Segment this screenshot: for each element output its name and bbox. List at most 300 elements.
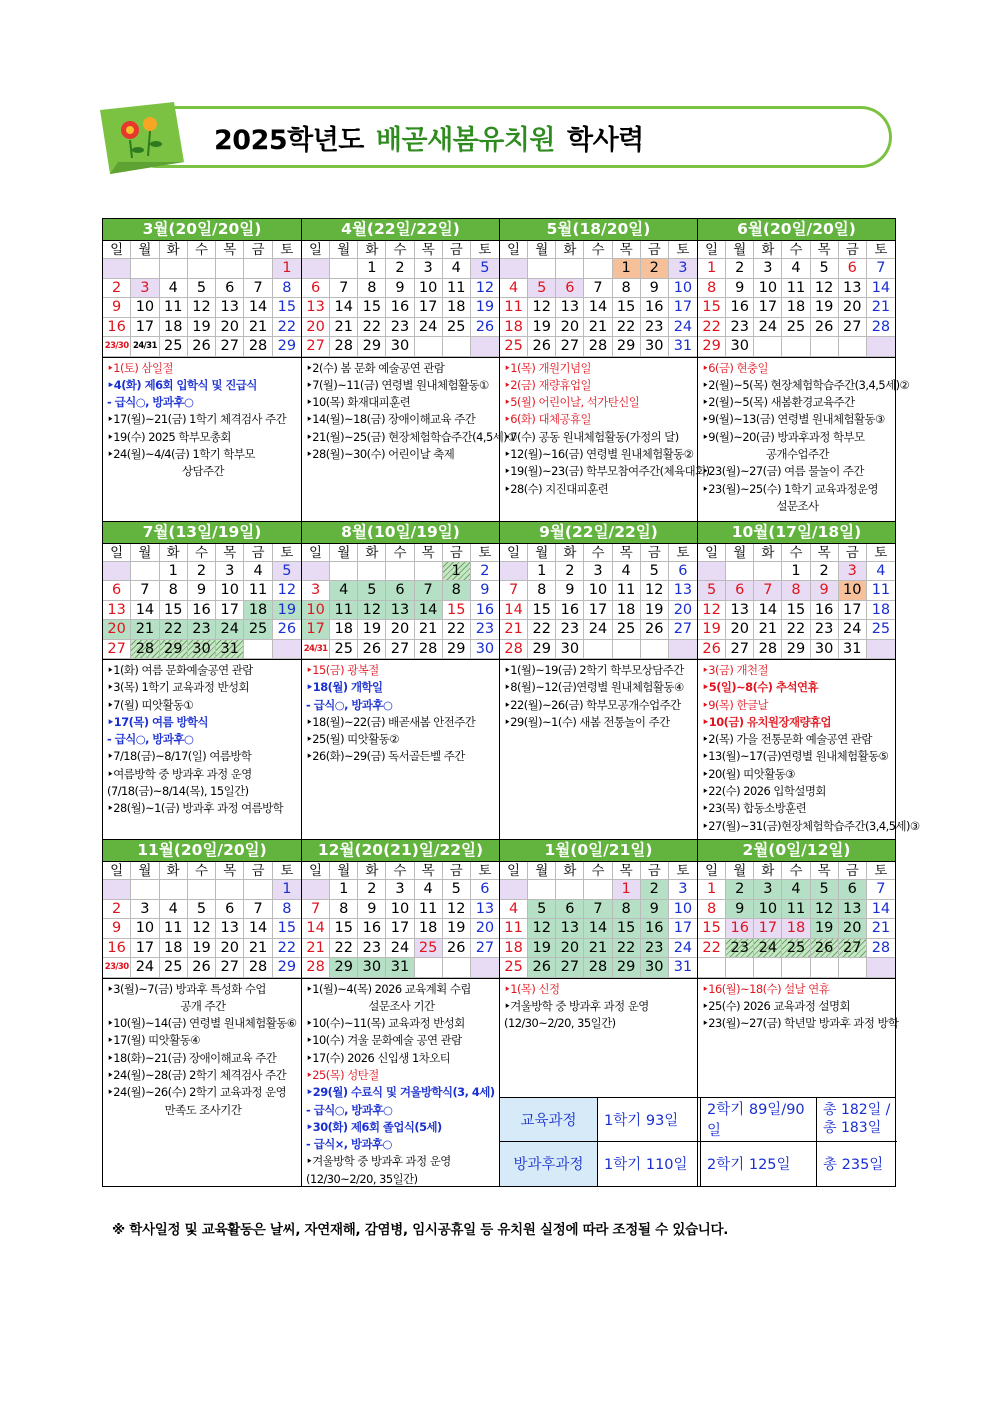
month-title: 12월(20(21)일/22일) [302, 840, 499, 862]
day-cell [131, 259, 159, 279]
weekday-label: 토 [867, 862, 895, 880]
day-cell: 17 [584, 601, 612, 621]
day-cell: 19 [443, 919, 471, 939]
weekday-label: 토 [669, 862, 697, 880]
day-cell: 1 [273, 259, 301, 279]
note-item: ‣18(화)~21(금) 장애이해교육 주간 [107, 1050, 277, 1065]
weekday-label: 토 [471, 862, 499, 880]
day-cell: 9 [471, 581, 499, 601]
weekday-label: 월 [330, 862, 358, 880]
day-cell: 12 [471, 279, 499, 299]
month-notes [500, 659, 697, 839]
note-item: ‣7(월) 띠앗활동① [107, 697, 194, 712]
note-item: (12/30~2/20, 35일간) [504, 1016, 616, 1031]
day-cell: 4 [443, 259, 471, 279]
weekday-label: 월 [726, 862, 754, 880]
day-cell: 7 [584, 279, 612, 299]
day-cell: 19 [471, 298, 499, 318]
day-cell: 21 [244, 318, 272, 338]
day-cell: 24 [415, 318, 443, 338]
day-cell: 5 [811, 259, 839, 279]
note-item: ‣1(월)~19(금) 2학기 학부모상담주간 [504, 663, 684, 677]
day-cell: 9 [811, 581, 839, 601]
day-cell: 29 [273, 958, 301, 978]
day-cell: 18 [782, 919, 810, 939]
day-cell: 22 [613, 939, 641, 959]
day-cell: 8 [160, 581, 188, 601]
day-cell: 2 [103, 900, 131, 920]
day-cell: 30 [726, 337, 754, 357]
day-cell: 4 [415, 880, 443, 900]
note-item: - 급식○, 방과후○ [306, 697, 393, 712]
day-cell [330, 562, 358, 582]
day-cell: 26 [443, 939, 471, 959]
day-cell: 17 [302, 620, 330, 640]
day-cell: 26 [811, 318, 839, 338]
weekday-label: 토 [273, 544, 301, 562]
note-item: ‣9(월)~13(금) 연령별 원내체험활동③ [702, 412, 885, 427]
weekday-label: 일 [302, 241, 330, 259]
day-cell: 10 [584, 581, 612, 601]
title-year: 2025학년도 [214, 125, 364, 156]
day-cell [867, 958, 895, 978]
day-cell: 26 [698, 640, 726, 660]
day-cell: 10 [669, 279, 697, 299]
weekday-label: 수 [386, 241, 414, 259]
day-cell: 27 [669, 620, 697, 640]
note-item: ‣10(월)~14(금) 연령별 원내체험활동⑥ [107, 1016, 297, 1031]
summary-edu-sem1: 1학기 93일 [598, 1098, 701, 1142]
day-cell: 2 [188, 562, 216, 582]
day-cell: 6 [669, 562, 697, 582]
summary-after-sem1: 1학기 110일 [598, 1142, 701, 1186]
day-cell: 9 [641, 279, 669, 299]
day-cell: 3 [216, 562, 244, 582]
day-cell: 23/30 [103, 337, 131, 357]
day-cell: 9 [103, 919, 131, 939]
day-cell: 9 [726, 900, 754, 920]
day-cell: 15 [330, 919, 358, 939]
weekday-label: 일 [500, 544, 528, 562]
note-item: 상담주간 [181, 464, 224, 479]
day-cell: 12 [358, 601, 386, 621]
day-cell: 10 [669, 900, 697, 920]
month-title: 11월(20일/20일) [103, 840, 301, 862]
day-cell [839, 337, 867, 357]
summary-edu-label: 교육과정 [500, 1098, 598, 1142]
note-item: ‣27(월)~31(금)현장체험학습주간(3,4,5세)③ [702, 818, 920, 833]
month-title: 4월(22일/22일) [302, 219, 499, 241]
day-cell: 27 [103, 640, 131, 660]
day-cell: 31 [669, 337, 697, 357]
day-cell: 23 [358, 939, 386, 959]
day-cell: 15 [358, 298, 386, 318]
weekday-label: 토 [273, 862, 301, 880]
day-cell: 16 [811, 601, 839, 621]
day-cell: 4 [160, 279, 188, 299]
day-cell: 11 [415, 900, 443, 920]
month-grid [500, 241, 697, 357]
day-cell: 28 [867, 318, 895, 338]
day-cell: 23 [641, 318, 669, 338]
day-cell [103, 259, 131, 279]
day-cell: 27 [216, 958, 244, 978]
day-cell [415, 337, 443, 357]
note-item: ‣24(월)~26(수) 2학기 교육과정 운영 [107, 1085, 287, 1100]
month-grid [302, 862, 499, 978]
day-cell: 13 [216, 298, 244, 318]
summary-after-label: 방과후과정 [500, 1142, 598, 1186]
note-item: ‣24(월)~4/4(금) 1학기 학부모 [107, 446, 255, 461]
day-cell: 20 [216, 318, 244, 338]
month-grid [500, 862, 697, 978]
day-cell: 19 [811, 919, 839, 939]
day-cell: 21 [584, 939, 612, 959]
weekday-label: 월 [528, 241, 556, 259]
weekday-label: 토 [867, 241, 895, 259]
day-cell: 31 [386, 958, 414, 978]
day-cell: 25 [500, 337, 528, 357]
day-cell: 15 [160, 601, 188, 621]
day-cell: 12 [641, 581, 669, 601]
day-cell [443, 337, 471, 357]
month-grid [302, 544, 499, 660]
weekday-label: 수 [188, 544, 216, 562]
summary-edu-sem2: 2학기 89일/90일 [701, 1098, 817, 1142]
day-cell: 29 [613, 337, 641, 357]
note-item: 공개수업주간 [765, 446, 830, 461]
month-title: 7월(13일/19일) [103, 522, 301, 544]
day-cell: 26 [273, 620, 301, 640]
day-cell: 6 [386, 581, 414, 601]
day-cell: 21 [330, 318, 358, 338]
note-item: ‣22(월)~26(금) 학부모공개수업주간 [504, 697, 681, 712]
day-cell: 27 [556, 958, 584, 978]
weekday-label: 월 [528, 862, 556, 880]
note-item: ‣1(목) 개원기념일 [504, 360, 591, 375]
day-cell: 5 [528, 279, 556, 299]
weekday-label: 금 [443, 241, 471, 259]
day-cell [103, 562, 131, 582]
day-cell: 16 [556, 601, 584, 621]
day-cell: 17 [754, 298, 782, 318]
note-item: ‣1(목) 신정 [504, 981, 560, 996]
day-cell: 16 [103, 318, 131, 338]
day-cell: 11 [160, 298, 188, 318]
day-cell [500, 562, 528, 582]
day-cell: 8 [528, 581, 556, 601]
day-cell: 4 [160, 900, 188, 920]
day-cell [811, 958, 839, 978]
note-item: ‣2(금) 재량휴업일 [504, 377, 591, 392]
day-cell: 23 [726, 939, 754, 959]
day-cell: 24 [131, 958, 159, 978]
weekday-label: 금 [641, 241, 669, 259]
day-cell: 4 [613, 562, 641, 582]
day-cell: 8 [613, 900, 641, 920]
weekday-label: 금 [839, 241, 867, 259]
day-cell: 20 [839, 919, 867, 939]
day-cell: 17 [669, 919, 697, 939]
day-cell: 6 [556, 900, 584, 920]
note-item: ‣1(토) 삼일절 [107, 360, 173, 375]
weekday-label: 일 [500, 862, 528, 880]
day-cell: 19 [528, 939, 556, 959]
day-cell: 26 [188, 337, 216, 357]
day-cell: 9 [386, 279, 414, 299]
weekday-label: 수 [584, 241, 612, 259]
month-notes [698, 357, 910, 521]
day-cell: 18 [613, 601, 641, 621]
day-cell: 12 [811, 279, 839, 299]
day-cell: 11 [500, 919, 528, 939]
day-cell [584, 640, 612, 660]
day-cell: 8 [358, 279, 386, 299]
day-cell: 4 [782, 259, 810, 279]
day-cell: 16 [726, 919, 754, 939]
day-cell: 1 [782, 562, 810, 582]
day-cell: 1 [160, 562, 188, 582]
day-cell [584, 259, 612, 279]
day-cell: 20 [556, 939, 584, 959]
month-9 [103, 840, 302, 1186]
weekday-label: 목 [613, 544, 641, 562]
day-cell: 3 [754, 880, 782, 900]
weekday-label: 금 [244, 544, 272, 562]
day-cell: 7 [131, 581, 159, 601]
day-cell: 11 [782, 279, 810, 299]
note-item: ‣3(월)~7(금) 방과후 특성화 수업 [107, 981, 266, 996]
day-cell [698, 562, 726, 582]
note-item: 설문조사 기간 [368, 998, 435, 1013]
note-item: (7/18(금)~8/14(목), 15일간) [107, 784, 249, 799]
day-cell: 11 [244, 581, 272, 601]
month-notes [302, 357, 517, 521]
day-cell [244, 640, 272, 660]
day-cell [556, 259, 584, 279]
day-cell: 1 [613, 259, 641, 279]
day-cell: 27 [216, 337, 244, 357]
month-notes [103, 659, 301, 839]
day-cell: 4 [867, 562, 895, 582]
day-cell: 18 [330, 620, 358, 640]
month-4 [698, 219, 910, 521]
day-cell: 18 [867, 601, 895, 621]
day-cell: 21 [867, 919, 895, 939]
weekday-label: 일 [103, 862, 131, 880]
day-cell [188, 880, 216, 900]
day-cell: 28 [244, 337, 272, 357]
day-cell: 15 [613, 298, 641, 318]
day-cell: 2 [358, 880, 386, 900]
day-cell: 30 [641, 337, 669, 357]
day-cell: 29 [330, 958, 358, 978]
day-cell: 28 [867, 939, 895, 959]
day-cell: 13 [669, 581, 697, 601]
day-cell: 8 [782, 581, 810, 601]
day-cell: 22 [698, 939, 726, 959]
day-cell: 25 [415, 939, 443, 959]
day-cell: 23 [641, 939, 669, 959]
day-cell: 26 [641, 620, 669, 640]
day-cell: 20 [726, 620, 754, 640]
day-cell: 21 [500, 620, 528, 640]
month-grid [698, 862, 895, 978]
day-cell [867, 640, 895, 660]
weekday-label: 화 [358, 241, 386, 259]
month-columns [103, 522, 920, 840]
weekday-label: 일 [698, 862, 726, 880]
day-cell: 20 [302, 318, 330, 338]
note-item: ‣6(화) 대체공휴일 [504, 412, 591, 427]
day-cell: 28 [330, 337, 358, 357]
day-cell [244, 259, 272, 279]
day-cell: 19 [273, 601, 301, 621]
day-cell: 30 [188, 640, 216, 660]
day-cell: 3 [584, 562, 612, 582]
day-cell: 15 [528, 601, 556, 621]
day-cell: 8 [698, 900, 726, 920]
day-cell: 1 [698, 259, 726, 279]
weekday-label: 금 [839, 544, 867, 562]
day-cell: 22 [160, 620, 188, 640]
day-cell [782, 337, 810, 357]
month-grid [698, 544, 895, 660]
note-item: ‣2(수) 봄 문화 예술공연 관람 [306, 360, 445, 375]
day-cell: 8 [443, 581, 471, 601]
weekday-label: 일 [103, 544, 131, 562]
day-cell: 26 [528, 958, 556, 978]
day-cell: 4 [500, 279, 528, 299]
day-cell: 2 [726, 259, 754, 279]
note-item: ‣7(수) 공동 원내체험활동(가정의 달) [504, 429, 679, 444]
day-cell: 9 [103, 298, 131, 318]
day-cell: 8 [273, 279, 301, 299]
day-cell [302, 562, 330, 582]
note-item: ‣3(금) 개천절 [702, 663, 768, 677]
day-cell [641, 640, 669, 660]
day-cell: 26 [811, 939, 839, 959]
weekday-label: 토 [471, 544, 499, 562]
day-cell: 7 [302, 900, 330, 920]
day-cell: 30 [471, 640, 499, 660]
day-cell: 18 [415, 919, 443, 939]
day-cell: 3 [669, 259, 697, 279]
day-cell: 13 [386, 601, 414, 621]
day-cell: 3 [131, 279, 159, 299]
note-item: ‣5(일)~8(수) 추석연휴 [702, 680, 818, 695]
day-cell: 8 [330, 900, 358, 920]
weekday-label: 목 [415, 862, 443, 880]
note-item: ‣12(월)~16(금) 연령별 원내체험활동② [504, 446, 694, 461]
footnote: ※ 학사일정 및 교육활동은 날씨, 자연재해, 감염병, 임시공휴일 등 유치원 실정에 따라 조정될 수 있습니다. [112, 1222, 729, 1238]
day-cell: 25 [613, 620, 641, 640]
month-grid [302, 241, 499, 357]
day-cell: 11 [867, 581, 895, 601]
day-cell: 22 [528, 620, 556, 640]
day-cell: 2 [103, 279, 131, 299]
day-cell: 18 [782, 298, 810, 318]
day-cell: 25 [500, 958, 528, 978]
summary-edu-total: 총 182일 / 총 183일 [817, 1098, 897, 1142]
weekday-label: 일 [103, 241, 131, 259]
day-cell: 13 [471, 900, 499, 920]
day-cell: 12 [188, 298, 216, 318]
note-item: ‣15(금) 광복절 [306, 663, 379, 677]
day-cell: 16 [641, 298, 669, 318]
day-cell: 19 [188, 939, 216, 959]
note-item: 설문조사 [776, 498, 819, 513]
day-cell: 7 [500, 581, 528, 601]
month-8 [698, 522, 920, 840]
note-item: ‣여름방학 중 방과후 과정 운영 [107, 766, 252, 781]
note-item: ‣23(목) 합동소방훈련 [702, 801, 807, 816]
day-cell [528, 880, 556, 900]
day-cell: 17 [754, 919, 782, 939]
day-cell: 6 [216, 279, 244, 299]
day-cell: 1 [528, 562, 556, 582]
day-cell: 29 [160, 640, 188, 660]
day-cell: 19 [698, 620, 726, 640]
day-cell: 10 [131, 919, 159, 939]
day-cell [216, 880, 244, 900]
day-cell [613, 640, 641, 660]
day-cell: 14 [867, 900, 895, 920]
day-cell: 18 [160, 939, 188, 959]
day-cell: 20 [216, 939, 244, 959]
day-cell: 8 [273, 900, 301, 920]
day-cell: 1 [613, 880, 641, 900]
day-cell: 13 [302, 298, 330, 318]
day-cell [839, 958, 867, 978]
note-item: ‣3(목) 1학기 교육과정 반성회 [107, 680, 249, 695]
day-cell: 3 [415, 259, 443, 279]
day-cell: 22 [273, 939, 301, 959]
day-cell: 5 [188, 279, 216, 299]
weekday-label: 화 [358, 862, 386, 880]
weekday-label: 목 [811, 241, 839, 259]
day-cell: 7 [415, 581, 443, 601]
note-item: ‣6(금) 현충일 [702, 360, 768, 375]
day-cell: 26 [188, 958, 216, 978]
note-item: ‣10(금) 유치원장재량휴업 [702, 714, 832, 729]
day-cell: 28 [754, 640, 782, 660]
note-item: ‣10(수)~11(목) 교육과정 반성회 [306, 1016, 465, 1031]
day-cell: 26 [528, 337, 556, 357]
day-cell: 24 [754, 939, 782, 959]
note-item: (12/30~2/20, 35일간) [306, 1171, 418, 1186]
weekday-label: 화 [556, 862, 584, 880]
day-cell: 18 [443, 298, 471, 318]
day-cell: 5 [273, 562, 301, 582]
day-cell [273, 640, 301, 660]
day-cell: 13 [839, 900, 867, 920]
day-cell: 17 [415, 298, 443, 318]
weekday-label: 월 [131, 241, 159, 259]
day-cell: 21 [244, 939, 272, 959]
day-cell: 11 [443, 279, 471, 299]
weekday-label: 월 [726, 241, 754, 259]
weekday-label: 토 [669, 241, 697, 259]
day-cell: 22 [273, 318, 301, 338]
day-cell: 25 [160, 958, 188, 978]
weekday-label: 화 [754, 241, 782, 259]
day-cell [867, 337, 895, 357]
note-item: ‣9(목) 한글날 [702, 697, 768, 712]
note-item: ‣22(수) 2026 입학설명회 [702, 784, 826, 799]
note-item: ‣겨울방학 중 방과후 과정 운영 [306, 1154, 451, 1169]
month-title: 2월(0일/12일) [698, 840, 895, 862]
